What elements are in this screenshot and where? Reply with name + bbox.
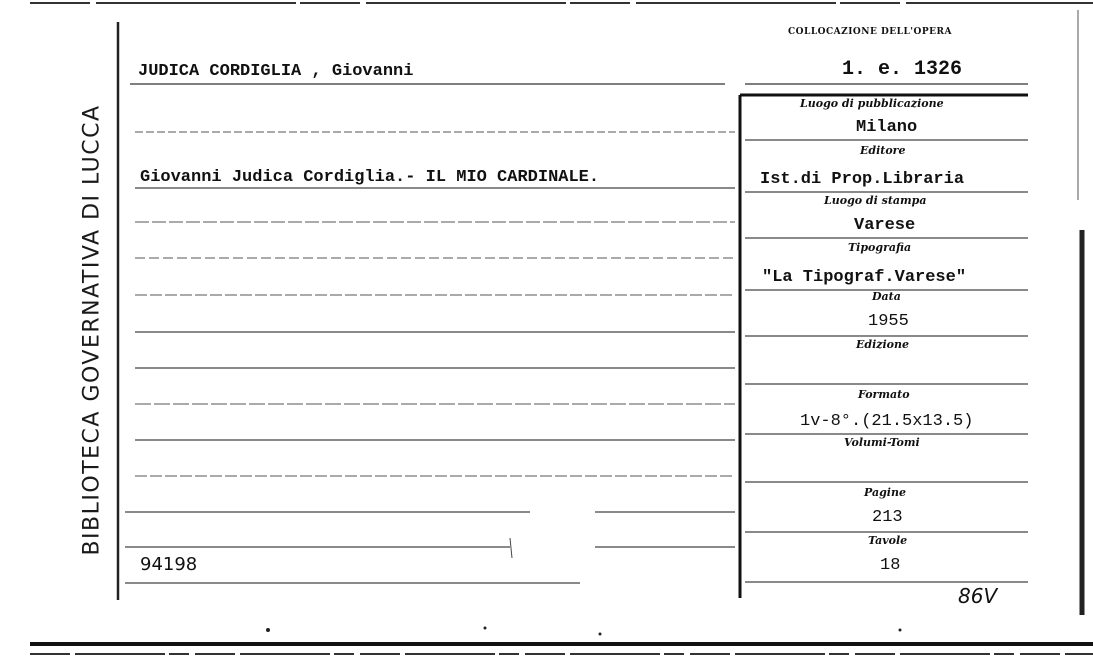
tipografia-value: "La Tipograf.Varese" [762, 268, 967, 287]
edizione-label: Edizione [856, 338, 910, 351]
data-label: Data [872, 290, 901, 303]
collocazione-label: COLLOCAZIONE DELL'OPERA [788, 27, 952, 37]
collocazione-value: 1. e. 1326 [842, 58, 963, 81]
pagine-value: 213 [872, 508, 903, 527]
luogo-pubblicazione-label: Luogo di pubblicazione [800, 97, 944, 110]
library-name: BIBLIOTECA GOVERNATIVA DI LUCCA [79, 104, 105, 556]
volumi-tomi-label: Volumi-Tomi [844, 436, 920, 449]
pagine-label: Pagine [864, 486, 906, 499]
data-value: 1955 [868, 312, 909, 331]
formato-value: 1v-8°.(21.5x13.5) [800, 412, 974, 431]
formato-label: Formato [858, 388, 910, 401]
tavole-value: 18 [880, 556, 901, 575]
tipografia-label: Tipografia [848, 241, 912, 254]
luogo-stampa-label: Luogo di stampa [824, 194, 927, 207]
luogo-stampa-value: Varese [854, 216, 916, 235]
tavole-label: Tavole [868, 534, 908, 547]
editore-label: Editore [860, 144, 906, 157]
editore-value: Ist.di Prop.Libraria [760, 170, 965, 189]
luogo-pubblicazione-value: Milano [856, 118, 918, 137]
handwritten-mark: 86V [958, 584, 998, 608]
inventory-number: 94198 [140, 554, 198, 575]
title-line: Giovanni Judica Cordiglia.- IL MIO CARDINALE. [140, 168, 600, 187]
author-heading: JUDICA CORDIGLIA , Giovanni [138, 62, 414, 81]
